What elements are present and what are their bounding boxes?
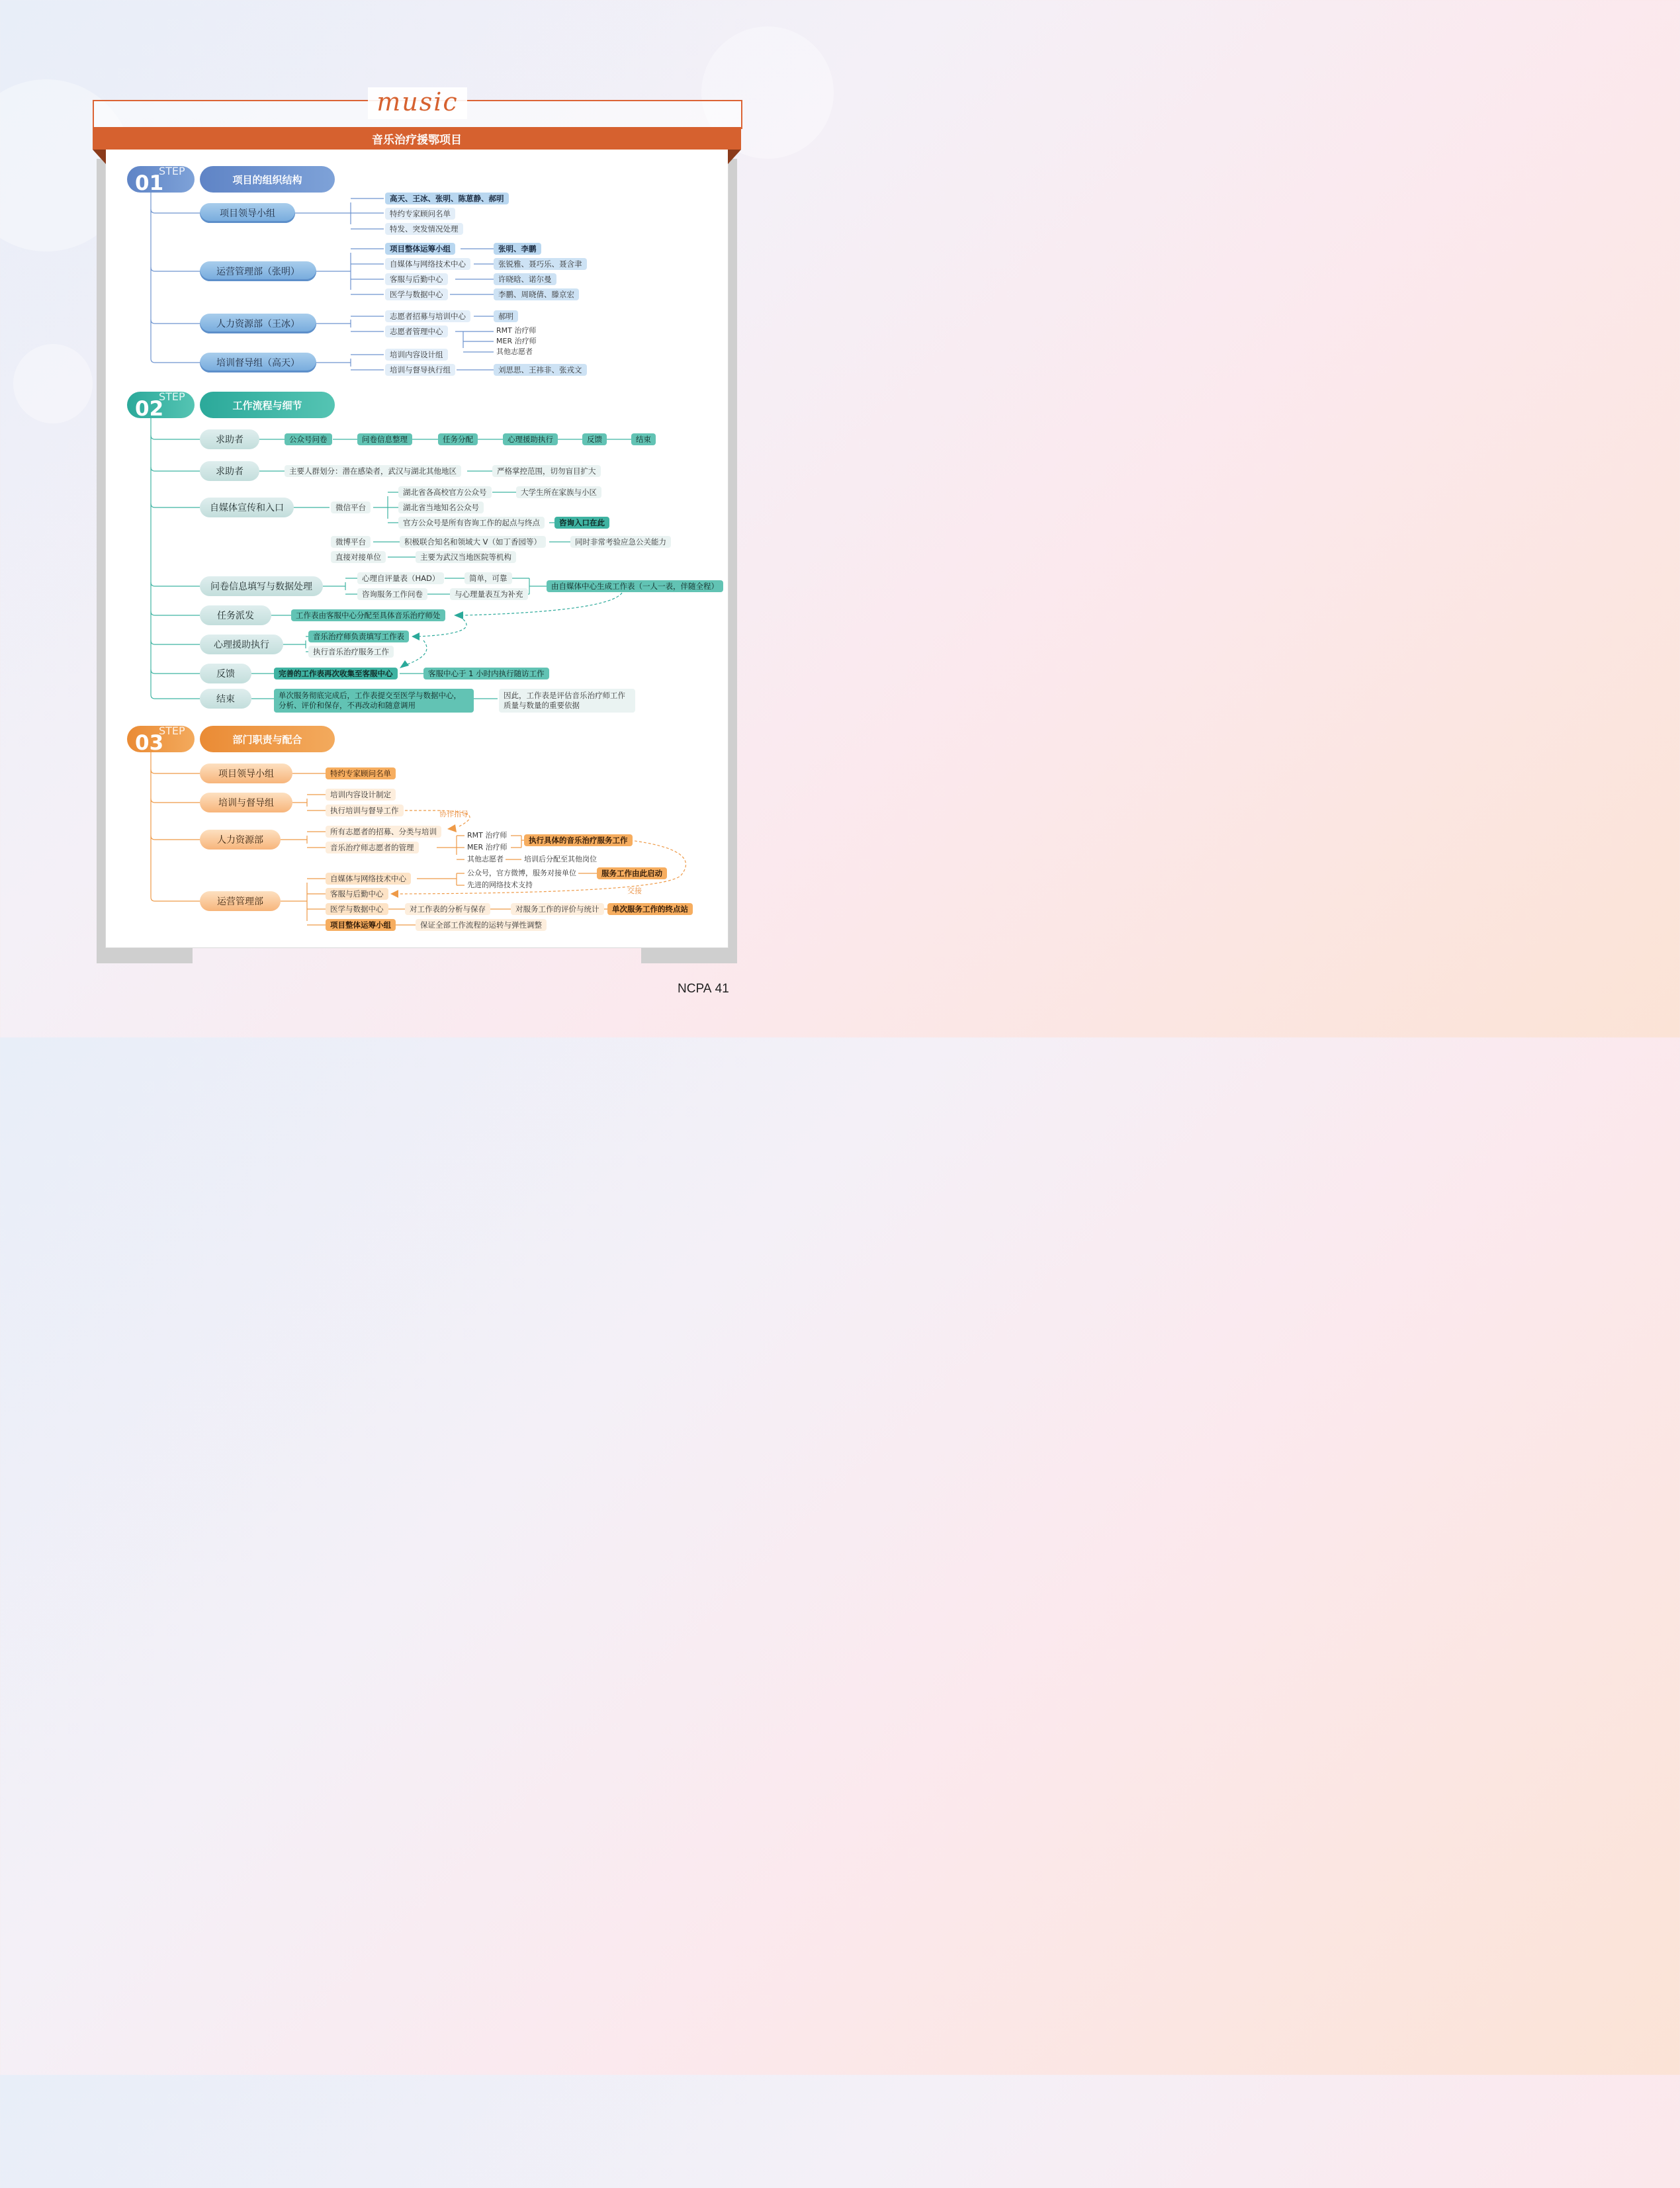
music-logo: music (368, 87, 467, 119)
leaf: 湖北省当地知名公众号 (398, 502, 484, 513)
page-title: 音乐治疗援鄂项目 (93, 127, 741, 150)
step-badge-01: 01 STEP (127, 166, 195, 193)
leaf: 张锐雅、聂巧乐、聂含聿 (494, 258, 587, 270)
leaf: 积极联合知名和领域大 V（如丁香园等） (400, 536, 546, 548)
page-footer (678, 982, 729, 996)
leaf: 培训与督导执行组 (385, 364, 455, 376)
leaf: 特发、突发情况处理 (385, 223, 463, 235)
leaf: 公众号，官方微博，服务对接单位 (467, 869, 576, 877)
section-title-workflow: 工作流程与细节 (200, 392, 335, 418)
leaf: 医学与数据中心 (326, 903, 388, 915)
leaf-multiline: 因此，工作表是评估音乐治疗师工作 质量与数量的重要依据 (499, 689, 635, 713)
leaf: 与心理量表互为补充 (450, 588, 528, 600)
leaf: 项目整体运筹小组 (326, 919, 396, 931)
page-number: 41 (715, 982, 729, 996)
leaf: 先进的网络技术支持 (467, 881, 533, 889)
leaf: 执行培训与督导工作 (326, 805, 404, 816)
leaf-multiline: 单次服务彻底完成后，工作表提交至医学与数据中心， 分析、评价和保存，不再改动和随意调用 (274, 689, 474, 713)
leaf: 客服与后勤中心 (385, 273, 448, 285)
leaf: RMT 治疗师 (467, 831, 508, 840)
chain-step: 问卷信息整理 (357, 433, 412, 445)
leaf: 同时非常考验应急公关能力 (570, 536, 671, 548)
leaf: 微信平台 (331, 502, 371, 513)
leaf: 执行音乐治疗服务工作 (308, 646, 394, 658)
leaf: 李鹏、周晓倩、滕京宏 (494, 288, 579, 300)
node-hr-dept: 人力资源部（王冰） (200, 314, 316, 333)
leaf: 对工作表的分析与保存 (405, 903, 490, 915)
step-badge-02: 02 STEP (127, 392, 195, 418)
leaf: 志愿者管理中心 (385, 326, 448, 337)
chain-step: 结束 (631, 433, 656, 445)
brand-name: NCPA (678, 982, 712, 996)
leaf: 高天、王冰、张明、陈葸静、郝明 (385, 193, 509, 204)
leaf: 咨询服务工作问卷 (357, 588, 427, 600)
leaf: 培训内容设计制定 (326, 789, 396, 801)
leaf: 医学与数据中心 (385, 288, 448, 300)
leaf: 客服与后勤中心 (326, 888, 388, 900)
leaf: 客服中心于 1 小时内执行随访工作 (423, 668, 549, 679)
leaf: 其他志愿者 (496, 347, 533, 356)
leaf: 简单，可靠 (464, 572, 512, 584)
leaf-highlight: 由自媒体中心生成工作表（一人一表，伴随全程） (547, 580, 723, 592)
node-psych-support: 心理援助执行 (200, 635, 283, 654)
leaf: 特约专家顾问名单 (326, 767, 396, 779)
leaf: 张明、李鹏 (494, 243, 541, 255)
node-help-seeker: 求助者 (200, 429, 259, 449)
leaf-highlight: 咨询入口在此 (554, 517, 609, 529)
step-badge-03: 03 STEP (127, 726, 195, 752)
leaf: 保证全部工作流程的运转与弹性调整 (416, 919, 547, 931)
leaf: 微博平台 (331, 536, 371, 548)
leaf: 湖北省各高校官方公众号 (398, 486, 492, 498)
leaf: 心理自评量表（HAD） (357, 572, 444, 584)
leaf: 培训内容设计组 (385, 349, 448, 361)
leaf: 自媒体与网络技术中心 (385, 258, 470, 270)
node-task-dispatch: 任务派发 (200, 605, 271, 625)
leaf: MER 治疗师 (496, 337, 537, 345)
leaf: 志愿者招募与培训中心 (385, 310, 470, 322)
leaf: 音乐治疗师负责填写工作表 (308, 631, 409, 642)
node-questionnaire: 问卷信息填写与数据处理 (200, 576, 323, 596)
node-leader-group: 项目领导小组 (200, 764, 292, 783)
leaf-highlight: 执行具体的音乐治疗服务工作 (524, 834, 633, 846)
node-ops-dept: 运营管理部（张明） (200, 261, 316, 281)
node-media-entry: 自媒体宣传和入口 (200, 498, 294, 517)
node-leader-group: 项目领导小组 (200, 203, 295, 223)
chain-step: 公众号问卷 (285, 433, 332, 445)
leaf: 严格掌控范围，切勿盲目扩大 (492, 465, 601, 477)
arrow-label: 协作指导 (439, 810, 468, 818)
leaf-highlight: 单次服务工作的终点站 (607, 903, 693, 915)
chain-step: 任务分配 (438, 433, 478, 445)
chain-step: 反馈 (582, 433, 607, 445)
leaf: 大学生所在家族与小区 (516, 486, 601, 498)
leaf: 培训后分配至其他岗位 (524, 855, 597, 863)
leaf: 所有志愿者的招募、分类与培训 (326, 826, 441, 838)
leaf: 郝明 (494, 310, 518, 322)
leaf: 主要人群划分：潜在感染者，武汉与湖北其他地区 (285, 465, 461, 477)
leaf: 自媒体与网络技术中心 (326, 873, 411, 885)
leaf: 特约专家顾问名单 (385, 208, 455, 220)
leaf: 官方公众号是所有咨询工作的起点与终点 (398, 517, 545, 529)
leaf: 项目整体运筹小组 (385, 243, 455, 255)
section-title-responsibilities: 部门职责与配合 (200, 726, 335, 752)
node-help-seeker-scope: 求助者 (200, 461, 259, 481)
leaf: 刘思思、王祎非、张戎文 (494, 364, 587, 376)
leaf: 工作表由客服中心分配至具体音乐治疗师处 (291, 609, 445, 621)
chain-step: 心理援助执行 (503, 433, 558, 445)
leaf: 直接对接单位 (331, 551, 386, 563)
node-end: 结束 (200, 689, 251, 709)
leaf: 许晓晗、诺尔曼 (494, 273, 556, 285)
leaf-highlight: 服务工作由此启动 (597, 867, 667, 879)
arrow-label: 交接 (627, 887, 642, 895)
section-title-structure: 项目的组织结构 (200, 166, 335, 193)
leaf: RMT 治疗师 (496, 326, 537, 335)
leaf: 其他志愿者 (467, 855, 504, 863)
leaf: 主要为武汉当地医院等机构 (416, 551, 516, 563)
leaf: 完善的工作表再次收集至客服中心 (274, 668, 398, 679)
node-training-supervision: 培训与督导组 (200, 793, 292, 812)
node-training-group: 培训督导组（高天） (200, 353, 316, 372)
node-feedback: 反馈 (200, 664, 251, 683)
leaf: 音乐治疗师志愿者的管理 (326, 842, 419, 853)
leaf: 对服务工作的评价与统计 (511, 903, 604, 915)
node-hr-dept: 人力资源部 (200, 830, 281, 850)
leaf: MER 治疗师 (467, 843, 508, 852)
node-ops-dept: 运营管理部 (200, 891, 281, 911)
